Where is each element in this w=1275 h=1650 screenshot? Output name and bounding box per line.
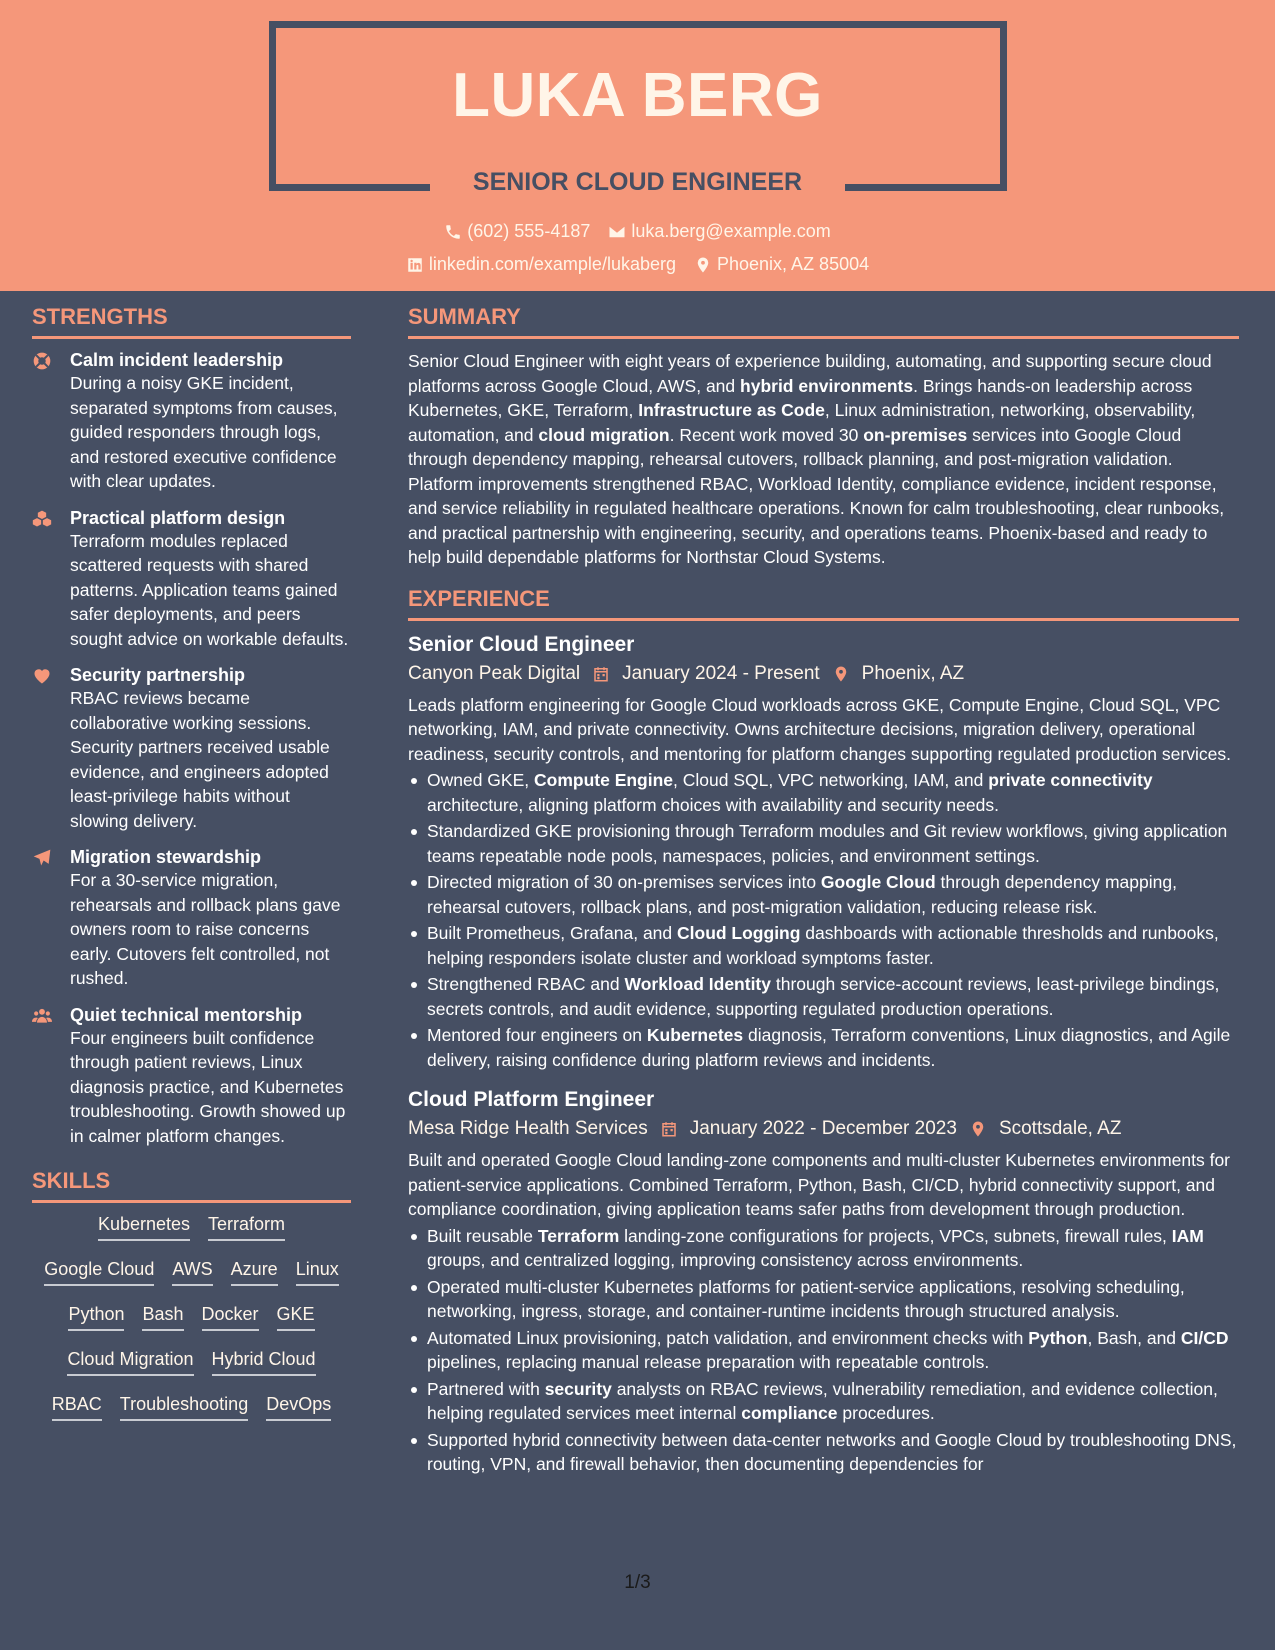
skill-row: [32, 1393, 351, 1421]
strength-item: [32, 846, 351, 991]
strengths-list: [32, 349, 351, 1148]
job-bullet: Strengthened RBAC and Workload Identity through service-account reviews, least-privilege bindings, secrets controls, and audit evidence, supporting regulated production operations.: [408, 972, 1239, 1021]
strength-text: Four engineers built confidence through patient reviews, Linux diagnosis practice, and Kubernetes troubleshooting. Growth showed up in calmer platform changes.: [70, 1027, 346, 1146]
job-bullet: Owned GKE, Compute Engine, Cloud SQL, VPC networking, IAM, and private connectivity architecture, aligning platform choices with availability and security needs.: [408, 768, 1239, 817]
skill-tag: Troubleshooting: [120, 1393, 248, 1421]
summary-heading: SUMMARY: [408, 304, 1239, 339]
job-company: Canyon Peak Digital: [408, 662, 581, 684]
heart-icon: [32, 664, 56, 833]
calendar-icon: [660, 1120, 678, 1138]
strength-text: RBAC reviews became collaborative working sessions. Security partners received usable evidence, and engineers adopted least-privilege habits without slowing delivery.: [70, 688, 330, 831]
strength-text: Terraform modules replaced scattered requests with shared patterns. Application teams gained safer deployments, and peers sought advice on workable defaults.: [70, 530, 349, 649]
summary-text: Senior Cloud Engineer with eight years of experience building, automating, and supporting secure cloud platforms across Google Cloud, AWS, and hybrid environments. Brings hands-on leadership across Kubernetes, GKE, Terraform, Infrastructure as Code, Linux administration, networking, observability, automation, and cloud migration. Recent work moved 30 on-premises services into Google Cloud through dependency mapping, rehearsal cutovers, rollback planning, and post-migration validation. Platform improvements strengthened RBAC, Workload Identity, compliance evidence, incident response, and service reliability in regulated healthcare operations. Known for calm troubleshooting, clear runbooks, and practical partnership with engineering, security, and operations teams. Phoenix-based and ready to help build dependable platforms for Northstar Cloud Systems.: [408, 351, 1225, 567]
strength-title: Security partnership: [70, 665, 246, 685]
strength-title: Calm incident leadership: [70, 350, 284, 370]
map-pin-icon: [969, 1120, 987, 1138]
skill-row: [32, 1348, 351, 1376]
strength-item: [32, 349, 351, 494]
linkedin-contact[interactable]: [406, 254, 676, 275]
strength-title: Quiet technical mentorship: [70, 1004, 303, 1025]
paper-plane-icon: [32, 846, 56, 991]
experience-list: [408, 631, 1239, 1477]
map-pin-icon: [832, 665, 850, 683]
skill-tag: Google Cloud: [44, 1258, 154, 1286]
lifebuoy-icon: [32, 349, 56, 494]
skill-tag: Terraform: [208, 1213, 285, 1241]
skills-list: [32, 1213, 351, 1421]
page-number: 1/3: [624, 1572, 651, 1593]
skill-tag: Bash: [142, 1303, 183, 1331]
strengths-heading: STRENGTHS: [32, 304, 351, 339]
skill-tag: Cloud Migration: [67, 1348, 193, 1376]
skill-row: [32, 1213, 351, 1241]
phone-icon: [444, 223, 462, 241]
job-bullet: Automated Linux provisioning, patch validation, and environment checks with Python, Bash, and CI/CD pipelines, replacing manual release preparation with repeatable controls.: [408, 1326, 1239, 1375]
skill-tag: Hybrid Cloud: [212, 1348, 316, 1376]
strength-title: Practical platform design: [70, 507, 286, 528]
cubes-icon: [32, 507, 56, 652]
experience-heading: EXPERIENCE: [408, 586, 1239, 621]
strength-item: [32, 1004, 351, 1149]
calendar-icon: [592, 665, 610, 683]
job-bullet: Built Prometheus, Grafana, and Cloud Logging dashboards with actionable thresholds and runbooks, helping responders isolate cluster and workload symptoms faster.: [408, 921, 1239, 970]
skills-section: [32, 1168, 351, 1421]
strength-text: For a 30-service migration, rehearsals and rollback plans gave owners room to raise concerns early. Cutovers felt controlled, not rushed.: [70, 870, 341, 988]
strength-text: During a noisy GKE incident, separated symptoms from causes, guided responders through logs, and restored executive confidence with clear updates.: [70, 373, 338, 491]
skills-heading: SKILLS: [32, 1168, 351, 1203]
linkedin-icon: [406, 256, 424, 274]
phone-text: (602) 555-4187: [467, 221, 591, 241]
job-location: Scottsdale, AZ: [998, 1118, 1122, 1139]
job-bullet: Supported hybrid connectivity between data-center networks and Google Cloud by troubleshooting DNS, routing, VPN, and firewall behavior, then documenting dependencies for: [408, 1428, 1239, 1477]
contact-row: [0, 221, 1275, 242]
job-bullet: Partnered with security analysts on RBAC reviews, vulnerability remediation, and evidence collection, helping regulated services meet internal compliance procedures.: [408, 1377, 1239, 1426]
job-description: Leads platform engineering for Google Cloud workloads across GKE, Compute Engine, Cloud SQL, VPC networking, IAM, and private connectivity. Owns architecture decisions, migration delivery, operational readiness, security controls, and mentoring for platform changes supporting regulated production services.: [408, 694, 1231, 764]
envelope-icon: [608, 223, 626, 241]
map-pin-icon: [694, 256, 712, 274]
job-bullet: Operated multi-cluster Kubernetes platforms for patient-service applications, resolving scheduling, networking, ingress, storage, and container-runtime incidents through structured analysis.: [408, 1275, 1239, 1324]
location-contact: [694, 254, 869, 275]
header-band: [0, 0, 1275, 291]
location-text: Phoenix, AZ 85004: [717, 254, 870, 274]
job-dates: January 2024 - Present: [622, 662, 820, 684]
job-bullets: [408, 1224, 1239, 1477]
skill-tag: RBAC: [52, 1393, 102, 1421]
email-text: luka.berg@example.com: [631, 221, 831, 241]
job-bullet: Built reusable Terraform landing-zone configurations for projects, VPCs, subnets, firewall rules, IAM groups, and centralized logging, improving consistency across environments.: [408, 1224, 1239, 1273]
job-meta: [408, 663, 1239, 685]
skill-row: [32, 1303, 351, 1331]
job-bullet: Mentored four engineers on Kubernetes diagnosis, Terraform conventions, Linux diagnostics, and Agile delivery, raising confidence during platform reviews and incidents.: [408, 1023, 1239, 1072]
linkedin-text: linkedin.com/example/lukaberg: [428, 254, 676, 274]
right-column: [408, 304, 1239, 1491]
contact-row: [0, 254, 1275, 275]
job-bullet: Standardized GKE provisioning through Terraform modules and Git review workflows, giving application teams repeatable node pools, namespaces, policies, and environment settings.: [408, 819, 1239, 868]
job-description: Built and operated Google Cloud landing-zone components and multi-cluster Kubernetes environments for patient-service applications. Combined Terraform, Python, Bash, CI/CD, hybrid connectivity support, and compliance coordination, giving application teams safer paths from development through production.: [408, 1150, 1231, 1219]
skill-tag: Python: [68, 1303, 124, 1331]
job-title: SENIOR CLOUD ENGINEER: [472, 168, 803, 196]
job-location: Phoenix, AZ: [861, 662, 965, 684]
phone-contact[interactable]: [444, 221, 590, 242]
skill-tag: GKE: [277, 1303, 315, 1331]
job-company: Mesa Ridge Health Services: [408, 1118, 648, 1139]
skill-tag: DevOps: [266, 1393, 331, 1421]
skill-row: [32, 1258, 351, 1286]
job-dates: January 2022 - December 2023: [689, 1118, 957, 1139]
skill-tag: Azure: [231, 1258, 278, 1286]
skill-tag: Docker: [202, 1303, 259, 1331]
job-role: Cloud Platform Engineer: [408, 1088, 655, 1111]
job-bullets: [408, 768, 1239, 1072]
email-contact[interactable]: [608, 221, 830, 242]
experience-entry: [408, 631, 1239, 1073]
skill-tag: Linux: [296, 1258, 339, 1286]
strength-item: [32, 664, 351, 833]
skill-tag: AWS: [172, 1258, 212, 1286]
job-meta: [408, 1118, 1239, 1140]
left-column: [32, 304, 351, 1421]
experience-entry: [408, 1086, 1239, 1477]
job-bullet: Directed migration of 30 on-premises services into Google Cloud through dependency mapping, rehearsal cutovers, rollback plans, and post-migration validation, reducing release risk.: [408, 870, 1239, 919]
strength-item: [32, 507, 351, 652]
strength-title: Migration stewardship: [70, 847, 262, 867]
users-icon: [32, 1004, 56, 1149]
candidate-name: LUKA BERG: [452, 61, 823, 130]
skill-tag: Kubernetes: [98, 1213, 190, 1241]
job-role: Senior Cloud Engineer: [408, 632, 635, 656]
